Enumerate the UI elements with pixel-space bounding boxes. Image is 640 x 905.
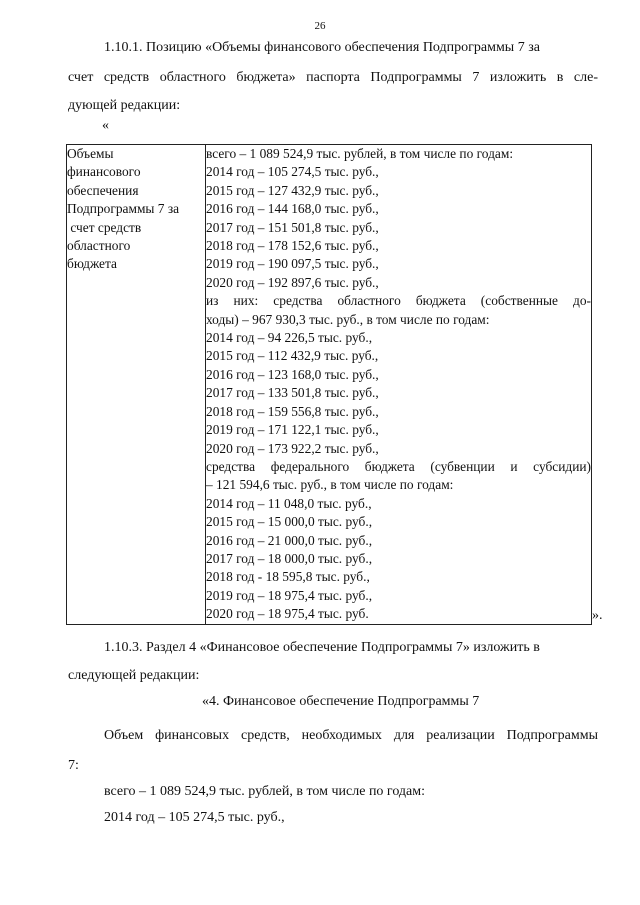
content-line: средства федерального бюджета (субвенции и субсидии) (206, 458, 591, 474)
content-line: 2019 год – 18 975,4 тыс. руб., (206, 587, 373, 603)
label-line: финансового (67, 164, 141, 180)
label-line: обеспечения (67, 182, 139, 198)
content-line: 2015 год – 15 000,0 тыс. руб., (206, 514, 373, 530)
content-line: 2018 год – 178 152,6 тыс. руб., (206, 238, 379, 254)
content-line: 2014 год – 11 048,0 тыс. руб., (206, 495, 372, 511)
label-line: Подпрограммы 7 за (67, 201, 180, 217)
content-line: из них: средства областного бюджета (собственные до- (206, 293, 591, 309)
content-line: 2019 год – 171 122,1 тыс. руб., (206, 422, 379, 438)
label-line: областного (67, 238, 131, 254)
section-heading: «4. Финансовое обеспечение Подпрограммы 7 (202, 694, 480, 709)
label-line: бюджета (67, 256, 117, 272)
closing-quote: ». (592, 608, 603, 623)
content-line: 2017 год – 18 000,0 тыс. руб., (206, 550, 373, 566)
paragraph-1-line-2: счет средств областного бюджета» паспорта Подпрограммы 7 изложить в сле- (68, 70, 598, 85)
content-line: 2020 год – 192 897,6 тыс. руб., (206, 274, 379, 290)
opening-quote: « (102, 118, 109, 133)
content-line: 2017 год – 151 501,8 тыс. руб., (206, 219, 379, 235)
total-line: всего – 1 089 524,9 тыс. рублей, в том числе по годам: (104, 784, 426, 799)
paragraph-3-line-2: 7: (68, 758, 79, 773)
content-line: 2015 год – 127 432,9 тыс. руб., (206, 182, 379, 198)
content-line: 2020 год – 173 922,2 тыс. руб., (206, 440, 379, 456)
content-line: 2019 год – 190 097,5 тыс. руб., (206, 256, 379, 272)
label-line: Объемы (67, 146, 114, 161)
paragraph-2-line-2: следующей редакции: (68, 668, 200, 683)
page-number: 26 (314, 20, 326, 32)
content-line: 2016 год – 144 168,0 тыс. руб., (206, 201, 379, 217)
financing-table (66, 144, 592, 625)
content-line: 2014 год – 105 274,5 тыс. руб., (206, 164, 379, 180)
content-line: 2018 год – 159 556,8 тыс. руб., (206, 403, 379, 419)
content-line: 2016 год – 21 000,0 тыс. руб., (206, 532, 373, 548)
content-line: – 121 594,6 тыс. руб., в том числе по годам: (206, 477, 454, 493)
paragraph-1-line-1: 1.10.1. Позицию «Объемы финансового обеспечения Подпрограммы 7 за (104, 40, 540, 55)
content-line: 2020 год – 18 975,4 тыс. руб. (206, 606, 369, 622)
table-label-cell (67, 145, 206, 625)
content-line: 2018 год - 18 595,8 тыс. руб., (206, 569, 370, 585)
content-line: 2015 год – 112 432,9 тыс. руб., (206, 348, 379, 364)
content-line: 2017 год – 133 501,8 тыс. руб., (206, 385, 379, 401)
paragraph-2-line-1: 1.10.3. Раздел 4 «Финансовое обеспечение Подпрограммы 7» изложить в (104, 640, 540, 655)
content-line: 2016 год – 123 168,0 тыс. руб., (206, 366, 379, 382)
content-line: 2014 год – 94 226,5 тыс. руб., (206, 330, 373, 346)
year-line: 2014 год – 105 274,5 тыс. руб., (104, 810, 285, 825)
content-line: всего – 1 089 524,9 тыс. рублей, в том числе по годам: (206, 146, 514, 161)
paragraph-1-line-3: дующей редакции: (68, 98, 181, 113)
label-line: счет средств (67, 219, 142, 235)
content-line: ходы) – 967 930,3 тыс. руб., в том числе по годам: (206, 311, 490, 327)
table-content-cell (206, 145, 592, 625)
table-row (67, 145, 592, 625)
paragraph-3-line-1: Объем финансовых средств, необходимых для реализации Подпрограммы (104, 728, 598, 743)
